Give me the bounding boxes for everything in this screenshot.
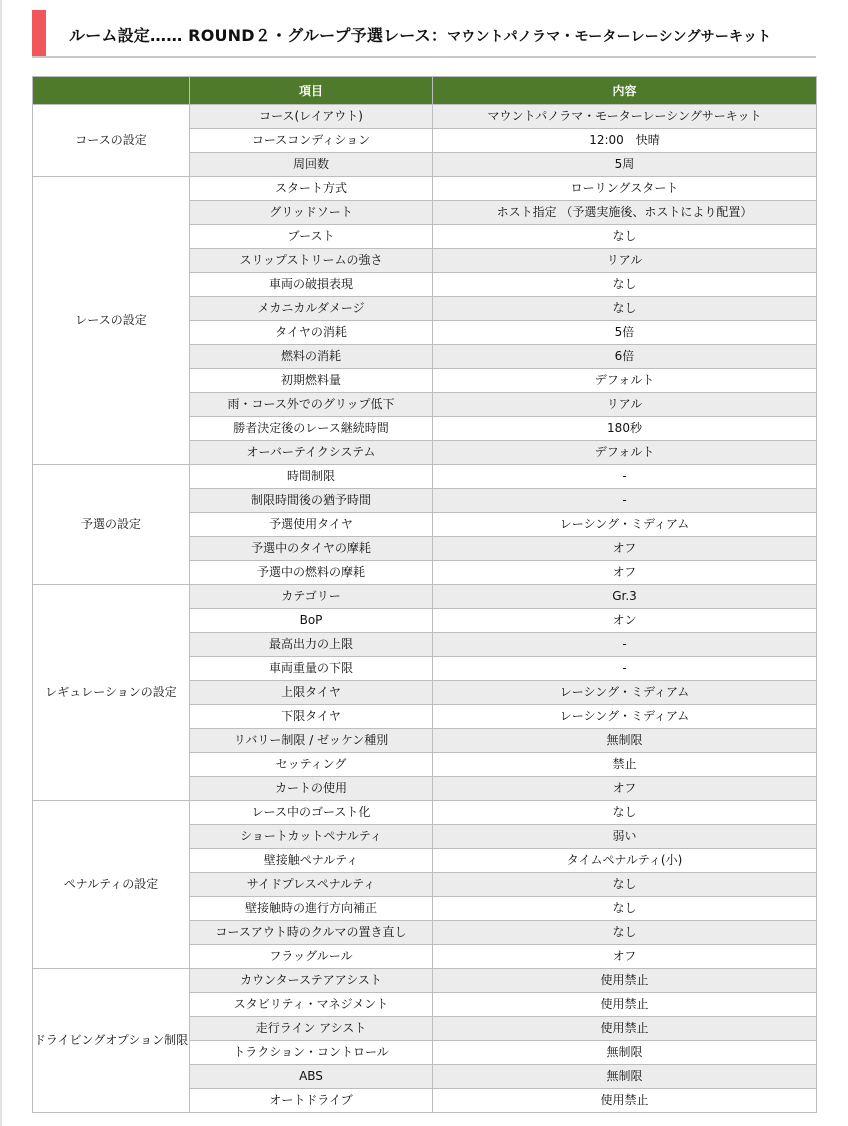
setting-item: カテゴリー <box>190 585 433 609</box>
page-title <box>69 23 771 46</box>
setting-value: 弱い <box>433 825 817 849</box>
setting-item: 壁接触時の進行方向補正 <box>190 897 433 921</box>
setting-item: リバリー制限 / ゼッケン種別 <box>190 729 433 753</box>
table-row <box>33 801 817 825</box>
setting-value: リアル <box>433 393 817 417</box>
group-label: レースの設定 <box>33 177 190 465</box>
page-edge-line <box>0 0 2 1126</box>
setting-value: オフ <box>433 537 817 561</box>
setting-item: コースコンディション <box>190 129 433 153</box>
setting-item: サイドプレスペナルティ <box>190 873 433 897</box>
setting-item: 雨・コース外でのグリップ低下 <box>190 393 433 417</box>
setting-item: 上限タイヤ <box>190 681 433 705</box>
setting-value: Gr.3 <box>433 585 817 609</box>
header-group <box>33 77 190 105</box>
setting-value: 5倍 <box>433 321 817 345</box>
setting-value: レーシング・ミディアム <box>433 681 817 705</box>
setting-value: - <box>433 489 817 513</box>
setting-value: オン <box>433 609 817 633</box>
page-title-main: ルーム設定…… ROUND２・グループ予選レース： <box>69 26 448 45</box>
setting-item: メカニカルダメージ <box>190 297 433 321</box>
setting-value: ホスト指定 （予選実施後、ホストにより配置） <box>433 201 817 225</box>
setting-value: なし <box>433 897 817 921</box>
setting-item: 車両重量の下限 <box>190 657 433 681</box>
header-value: 内容 <box>433 77 817 105</box>
setting-item: 初期燃料量 <box>190 369 433 393</box>
setting-item: グリッドソート <box>190 201 433 225</box>
setting-item: 走行ライン アシスト <box>190 1017 433 1041</box>
setting-item: 勝者決定後のレース継続時間 <box>190 417 433 441</box>
setting-item: ショートカットペナルティ <box>190 825 433 849</box>
setting-value: オフ <box>433 777 817 801</box>
setting-item: 予選中の燃料の摩耗 <box>190 561 433 585</box>
group-label: ペナルティの設定 <box>33 801 190 969</box>
page-title-track: マウントパノラマ・モーターレーシングサーキット <box>447 29 772 45</box>
setting-value: なし <box>433 297 817 321</box>
table-row <box>33 105 817 129</box>
setting-value: 無制限 <box>433 729 817 753</box>
setting-value: デフォルト <box>433 441 817 465</box>
group-label: コースの設定 <box>33 105 190 177</box>
setting-value: レーシング・ミディアム <box>433 513 817 537</box>
setting-item: ABS <box>190 1065 433 1089</box>
setting-value: 12:00 快晴 <box>433 129 817 153</box>
setting-item: スタート方式 <box>190 177 433 201</box>
setting-value: 使用禁止 <box>433 1017 817 1041</box>
setting-item: 時間制限 <box>190 465 433 489</box>
setting-item: タイヤの消耗 <box>190 321 433 345</box>
setting-value: ローリングスタート <box>433 177 817 201</box>
setting-value: レーシング・ミディアム <box>433 705 817 729</box>
setting-value: オフ <box>433 561 817 585</box>
setting-item: 周回数 <box>190 153 433 177</box>
setting-item: カウンターステアアシスト <box>190 969 433 993</box>
setting-item: コース(レイアウト) <box>190 105 433 129</box>
header-item: 項目 <box>190 77 433 105</box>
table-row <box>33 465 817 489</box>
setting-value: マウントパノラマ・モーターレーシングサーキット <box>433 105 817 129</box>
table-row <box>33 177 817 201</box>
setting-item: フラッグルール <box>190 945 433 969</box>
setting-item: スタビリティ・マネジメント <box>190 993 433 1017</box>
settings-table-body <box>33 105 817 1113</box>
setting-item: レース中のゴースト化 <box>190 801 433 825</box>
setting-value: 禁止 <box>433 753 817 777</box>
setting-value: なし <box>433 873 817 897</box>
group-label: ドライビングオプション制限 <box>33 969 190 1113</box>
setting-item: 壁接触ペナルティ <box>190 849 433 873</box>
page-title-bar <box>32 10 816 56</box>
setting-value: 使用禁止 <box>433 969 817 993</box>
setting-item: 予選中のタイヤの摩耗 <box>190 537 433 561</box>
setting-item: トラクション・コントロール <box>190 1041 433 1065</box>
table-header-row <box>33 77 817 105</box>
setting-value: 使用禁止 <box>433 993 817 1017</box>
setting-value: タイムペナルティ(小) <box>433 849 817 873</box>
setting-value: なし <box>433 225 817 249</box>
setting-item: オーバーテイクシステム <box>190 441 433 465</box>
setting-value: リアル <box>433 249 817 273</box>
setting-value: なし <box>433 921 817 945</box>
group-label: 予選の設定 <box>33 465 190 585</box>
setting-item: ブースト <box>190 225 433 249</box>
table-row <box>33 585 817 609</box>
setting-item: 下限タイヤ <box>190 705 433 729</box>
setting-value: オフ <box>433 945 817 969</box>
setting-item: 最高出力の上限 <box>190 633 433 657</box>
setting-item: 燃料の消耗 <box>190 345 433 369</box>
setting-item: BoP <box>190 609 433 633</box>
setting-value: 5周 <box>433 153 817 177</box>
setting-value: 6倍 <box>433 345 817 369</box>
setting-value: - <box>433 657 817 681</box>
setting-item: オートドライブ <box>190 1089 433 1113</box>
title-accent-bar <box>32 10 46 56</box>
setting-value: 180秒 <box>433 417 817 441</box>
setting-item: コースアウト時のクルマの置き直し <box>190 921 433 945</box>
table-row <box>33 969 817 993</box>
settings-table <box>32 76 817 1113</box>
setting-item: 車両の破損表現 <box>190 273 433 297</box>
setting-value: なし <box>433 801 817 825</box>
setting-value: なし <box>433 273 817 297</box>
setting-item: セッティング <box>190 753 433 777</box>
setting-item: 制限時間後の猶予時間 <box>190 489 433 513</box>
setting-value: - <box>433 465 817 489</box>
setting-value: 無制限 <box>433 1065 817 1089</box>
setting-value: - <box>433 633 817 657</box>
setting-value: 無制限 <box>433 1041 817 1065</box>
setting-item: 予選使用タイヤ <box>190 513 433 537</box>
setting-value: 使用禁止 <box>433 1089 817 1113</box>
title-underline <box>32 56 816 58</box>
setting-item: スリップストリームの強さ <box>190 249 433 273</box>
group-label: レギュレーションの設定 <box>33 585 190 801</box>
setting-item: カートの使用 <box>190 777 433 801</box>
setting-value: デフォルト <box>433 369 817 393</box>
